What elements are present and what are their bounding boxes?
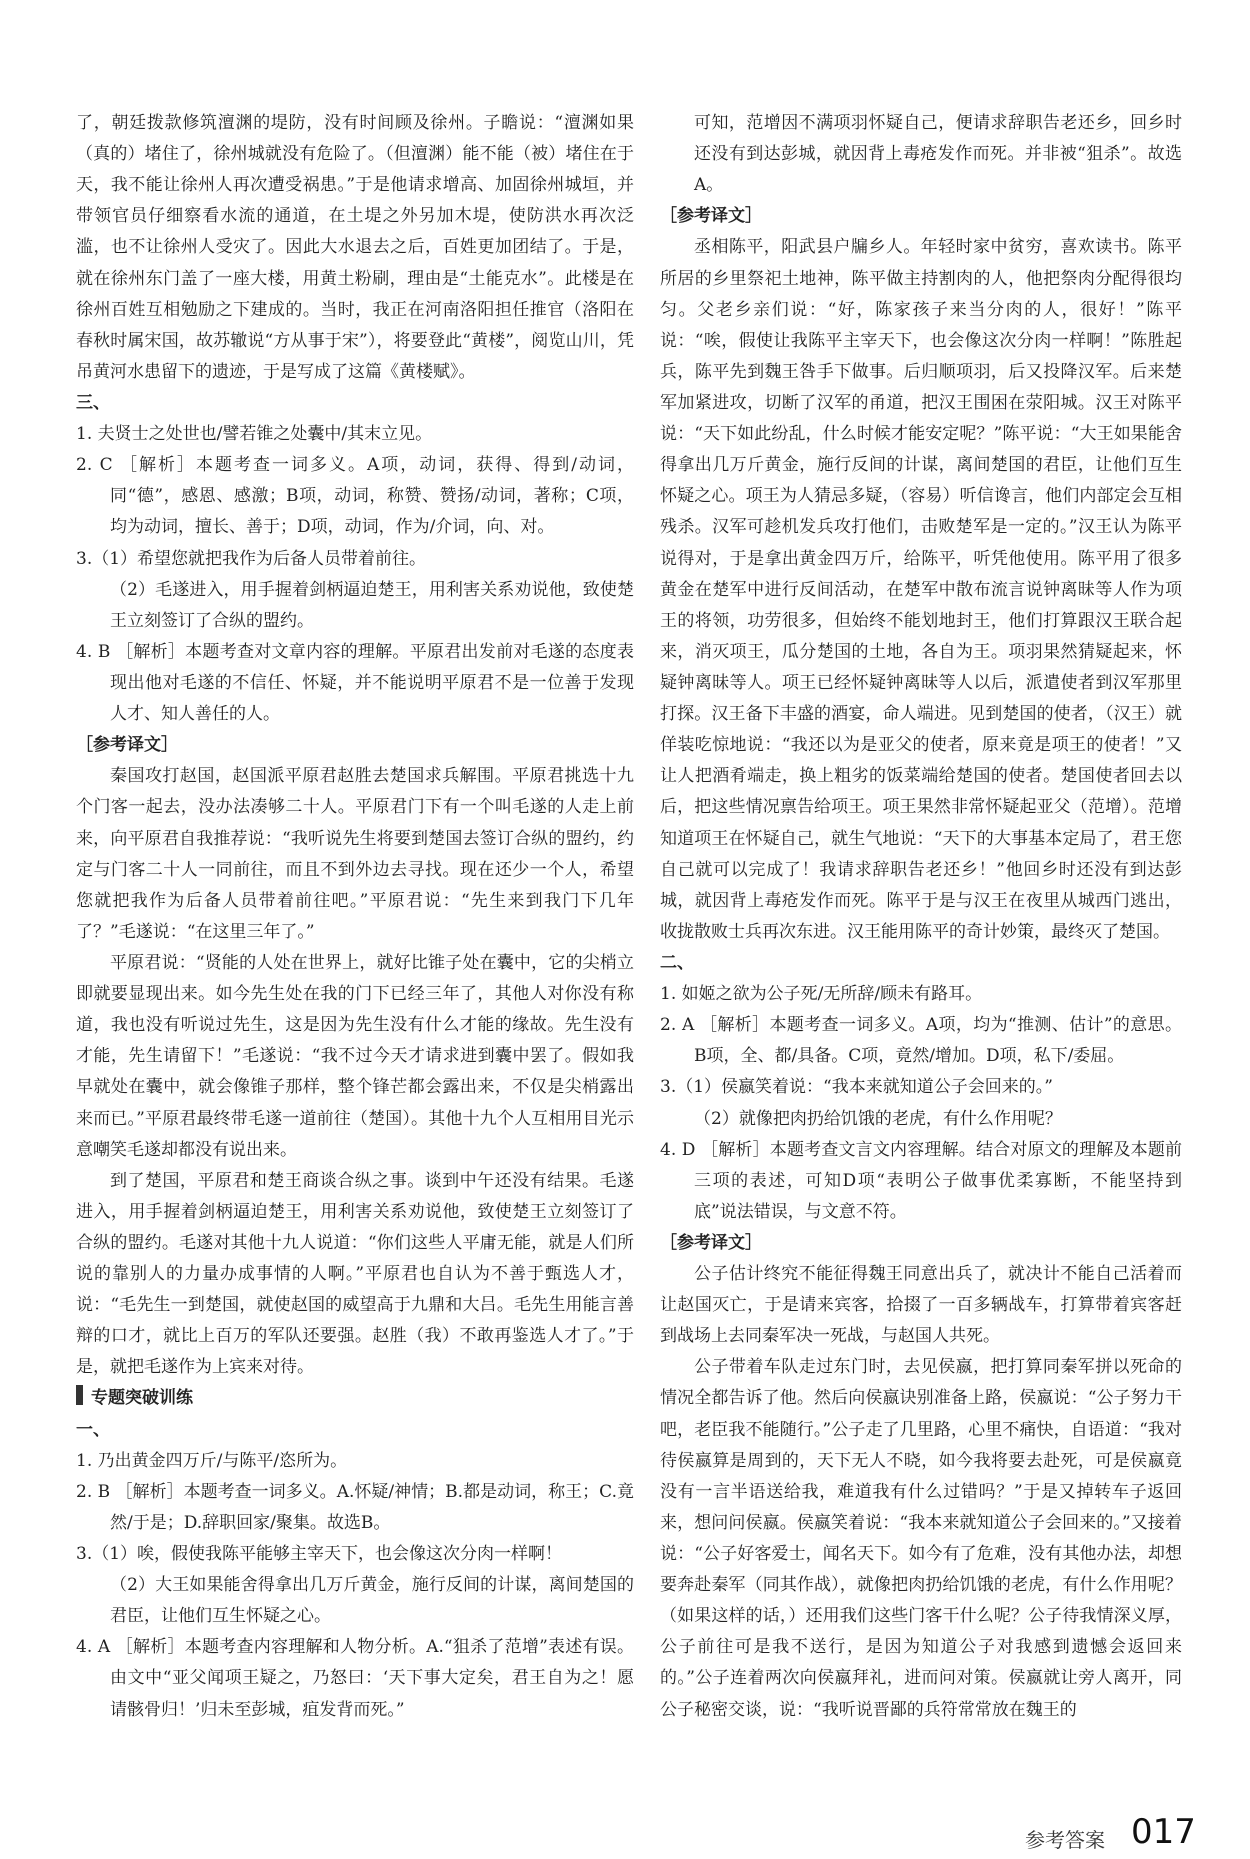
answer-item-3a: 3.（1）侯嬴笑着说：“我本来就知道公子会回来的。” — [660, 1077, 1053, 1098]
translation-paragraph: 公子估计终究不能征得魏王同意出兵了，就决计不能自己活着而让赵国灭亡，于是请来宾客，拾掇了一百多辆战车，打算带着宾客赶到战场上去同秦军决一死战，与赵国人共死。 — [660, 1264, 1182, 1347]
reference-translation-heading: ［参考译文］ — [76, 735, 178, 756]
section-heading — [76, 1383, 634, 1414]
section-number-three: 三、 — [76, 392, 110, 413]
answer-item-2: 2. A ［解析］本题考查一词多义。A项，均为“推测、估计”的意思。B项，全、都/具备。C项，竟然/增加。D项，私下/委屈。 — [660, 1015, 1182, 1067]
section-number-one: 一、 — [76, 1419, 110, 1440]
answer-item-3a: 3.（1）希望您就把我作为后备人员带着前往。 — [76, 548, 427, 569]
translation-paragraph: 公子带着车队走过东门时，去见侯嬴，把打算同秦军拼以死命的情况全都告诉了他。然后向侯嬴诀别准备上路，侯嬴说：“公子努力干吧，老臣我不能随行。”公子走了几里路，心里不痛快，自语道：“我对待侯嬴算是周到的，天下无人不晓，如今我将要去赴死，可是侯嬴竟没有一言半语送给我，难道我有什么过错吗？”于是又掉转车子返回来，想问问侯嬴。侯嬴笑着说：“我本来就知道公子会回来的。”又接着说：“公子好客爱士，闻名天下。如今有了危难，没有其他办法，却想要奔赴秦军（同其作战），就像把肉扔给饥饿的老虎，有什么作用呢？（如果这样的话，）还用我们这些门客干什么呢？公子待我情深义厚，公子前往可是我不送行，是因为知道公子对我感到遗憾会返回来的。”公子连着两次向侯嬴拜礼，进而问对策。侯嬴就让旁人离开，同公子秘密交谈，说：“我听说晋鄙的兵符常常放在魏王的 — [660, 1357, 1182, 1720]
right-column — [660, 108, 1182, 1726]
answer-item-1: 1. 乃出黄金四万斤/与陈平/恣所为。 — [76, 1450, 348, 1471]
section-title: 专题突破训练 — [91, 1388, 193, 1409]
answer-item-3b: （2）毛遂进入，用手握着剑柄逼迫楚王，用利害关系劝说他，致使楚王立刻签订了合纵的盟约。 — [110, 579, 634, 631]
answer-item-3a: 3.（1）唉，假使我陈平能够主宰天下，也会像这次分肉一样啊！ — [76, 1544, 563, 1565]
translation-paragraph: 平原君说：“贤能的人处在世界上，就好比锥子处在囊中，它的尖梢立即就要显现出来。如今先生处在我的门下已经三年了，其他人对你没有称道，我也没有听说过先生，这是因为先生没有什么才能的缘故。先生没有才能，先生请留下！”毛遂说：“我不过今天才请求进到囊中罢了。假如我早就处在囊中，就会像锥子那样，整个锋芒都会露出来，不仅是尖梢露出来而已。”平原君最终带毛遂一道前往（楚国）。其他十九个人互相用目光示意嘲笑毛遂却都没有说出来。 — [76, 952, 634, 1160]
section-bar-icon — [76, 1385, 83, 1405]
answer-item-3b: （2）就像把肉扔给饥饿的老虎，有什么作用呢？ — [694, 1108, 1062, 1129]
section-number-two: 二、 — [660, 952, 694, 973]
reference-translation-heading: ［参考译文］ — [660, 1232, 762, 1253]
answer-item-3b: （2）大王如果能舍得拿出几万斤黄金，施行反间的计谋，离间楚国的君臣，让他们互生怀疑之心。 — [110, 1575, 634, 1627]
answer-item-4: 4. A ［解析］本题考查内容理解和人物分析。A.“狙杀了范增”表述有误。由文中“亚父闻项王疑之，乃怒曰：‘天下事大定矣，君王自为之！愿请骸骨归！’归未至彭城，疽发背而死。” — [76, 1637, 634, 1720]
answer-item-4: 4. B ［解析］本题考查对文章内容的理解。平原君出发前对毛遂的态度表现出他对毛遂的不信任、怀疑，并不能说明平原君不是一位善于发现人才、知人善任的人。 — [76, 641, 634, 725]
left-column — [76, 108, 634, 1726]
answer-item-1: 1. 夫贤士之处世也/譬若锥之处囊中/其末立见。 — [76, 424, 433, 445]
answer-item-2: 2. B ［解析］本题考查一词多义。A.怀疑/神情；B.都是动词，称王；C.竟然/于是；D.辞职回家/聚集。故选B。 — [76, 1481, 634, 1533]
answer-item-1: 1. 如姬之欲为公子死/无所辞/顾未有路耳。 — [660, 984, 983, 1005]
translation-paragraph: 丞相陈平，阳武县户牖乡人。年轻时家中贫穷，喜欢读书。陈平所居的乡里祭祀土地神，陈平做主持割肉的人，他把祭肉分配得很均匀。父老乡亲们说：“好，陈家孩子来当分肉的人，很好！”陈平说：“唉，假使让我陈平主宰天下，也会像这次分肉一样啊！”陈胜起兵，陈平先到魏王咎手下做事。后归顺项羽，后又投降汉军。后来楚军加紧进攻，切断了汉军的甬道，把汉王围困在荥阳城。汉王对陈平说：“天下如此纷乱，什么时候才能安定呢？”陈平说：“大王如果能舍得拿出几万斤黄金，施行反间的计谋，离间楚国的君臣，让他们互生怀疑之心。项王为人猜忌多疑，（容易）听信谗言，他们内部定会互相残杀。汉军可趁机发兵攻打他们，击败楚军是一定的。”汉王认为陈平说得对，于是拿出黄金四万斤，给陈平，听凭他使用。陈平用了很多黄金在楚军中进行反间活动，在楚军中散布流言说钟离昧等人作为项王的将领，功劳很多，但始终不能划地封王，他们打算跟汉王联合起来，消灭项王，瓜分楚国的土地，各自为王。项羽果然猜疑起来，怀疑钟离昧等人。项王已经怀疑钟离昧等人以后，派遣使者到汉军那里打探。汉王备下丰盛的酒宴，命人端进。见到楚国的使者，（汉王）就佯装吃惊地说：“我还以为是亚父的使者，原来竟是项王的使者！”又让人把酒肴端走，换上粗劣的饭菜端给楚国的使者。楚国使者回去以后，把这些情况禀告给项王。项王果然非常怀疑起亚父（范增）。范增知道项王在怀疑自己，就生气地说：“天下的大事基本定局了，君王您自己就可以完成了！我请求辞职告老还乡！”他回乡时还没有到达彭城，就因背上毒疮发作而死。陈平于是与汉王在夜里从城西门逃出，收拢散败士兵再次东进。汉王能用陈平的奇计妙策，最终灭了楚国。 — [660, 237, 1182, 942]
translation-paragraph: 秦国攻打赵国，赵国派平原君赵胜去楚国求兵解围。平原君挑选十九个门客一起去，没办法凑够二十人。平原君门下有一个叫毛遂的人走上前来，向平原君自我推荐说：“我听说先生将要到楚国去签订合纵的盟约，约定与门客二十人一同前往，而且不到外边去寻找。现在还少一个人，希望您就把我作为后备人员带着前往吧。”平原君说：“先生来到我门下几年了？”毛遂说：“在这里三年了。” — [76, 766, 634, 942]
paragraph-huanglou-translation-cont: 了，朝廷拨款修筑澶渊的堤防，没有时间顾及徐州。子瞻说：“澶渊如果（真的）堵住了，徐州城就没有危险了。（但澶渊）能不能（被）堵住在于天，我不能让徐州人再次遭受祸患。”于是他请求增高、加固徐州城垣，并带领官员仔细察看水流的通道，在土堤之外另加木堤，使防洪水再次泛滥，也不让徐州人受灾了。因此大水退去之后，百姓更加团结了。于是，就在徐州东门盖了一座大楼，用黄土粉刷，理由是“土能克水”。此楼是在徐州百姓互相勉励之下建成的。当时，我正在河南洛阳担任推官（洛阳在春秋时属宋国，故苏辙说“方从事于宋”），将要登此“黄楼”，阅览山川，凭吊黄河水患留下的遗迹，于是写成了这篇《黄楼赋》。 — [76, 113, 634, 382]
answer-item-2: 2. C ［解析］本题考查一词多义。A项，动词，获得、得到/动词，同“德”，感恩、感激；B项，动词，称赞、赞扬/动词，著称；C项，均为动词，擅长、善于；D项，动词，作为/介词，向、对。 — [76, 455, 634, 538]
footer-label: 参考答案 — [1025, 1828, 1105, 1852]
answer-item-4-cont: 可知，范增因不满项羽怀疑自己，便请求辞职告老还乡，回乡时还没有到达彭城，就因背上毒疮发作而死。并非被“狙杀”。故选A。 — [694, 113, 1182, 196]
translation-paragraph: 到了楚国，平原君和楚王商谈合纵之事。谈到中午还没有结果。毛遂进入，用手握着剑柄逼迫楚王，用利害关系劝说他，致使楚王立刻签订了合纵的盟约。毛遂对其他十九人说道：“你们这些人平庸无能，就是人们所说的靠别人的力量办成事情的人啊。”平原君也自认为不善于甄选人才，说：“毛先生一到楚国，就使赵国的威望高于九鼎和大吕。毛先生用能言善辩的口才，就比上百万的军队还要强。赵胜（我）不敢再鉴选人才了。”于是，就把毛遂作为上宾来对待。 — [76, 1170, 634, 1378]
page-footer — [1025, 1812, 1215, 1852]
reference-translation-heading: ［参考译文］ — [660, 206, 762, 227]
page-number: 017 — [1131, 1812, 1196, 1852]
answer-item-4: 4. D ［解析］本题考查文言文内容理解。结合对原文的理解及本题前三项的表述，可知D项“表明公子做事优柔寡断，不能坚持到底”说法错误，与文意不符。 — [660, 1139, 1182, 1222]
